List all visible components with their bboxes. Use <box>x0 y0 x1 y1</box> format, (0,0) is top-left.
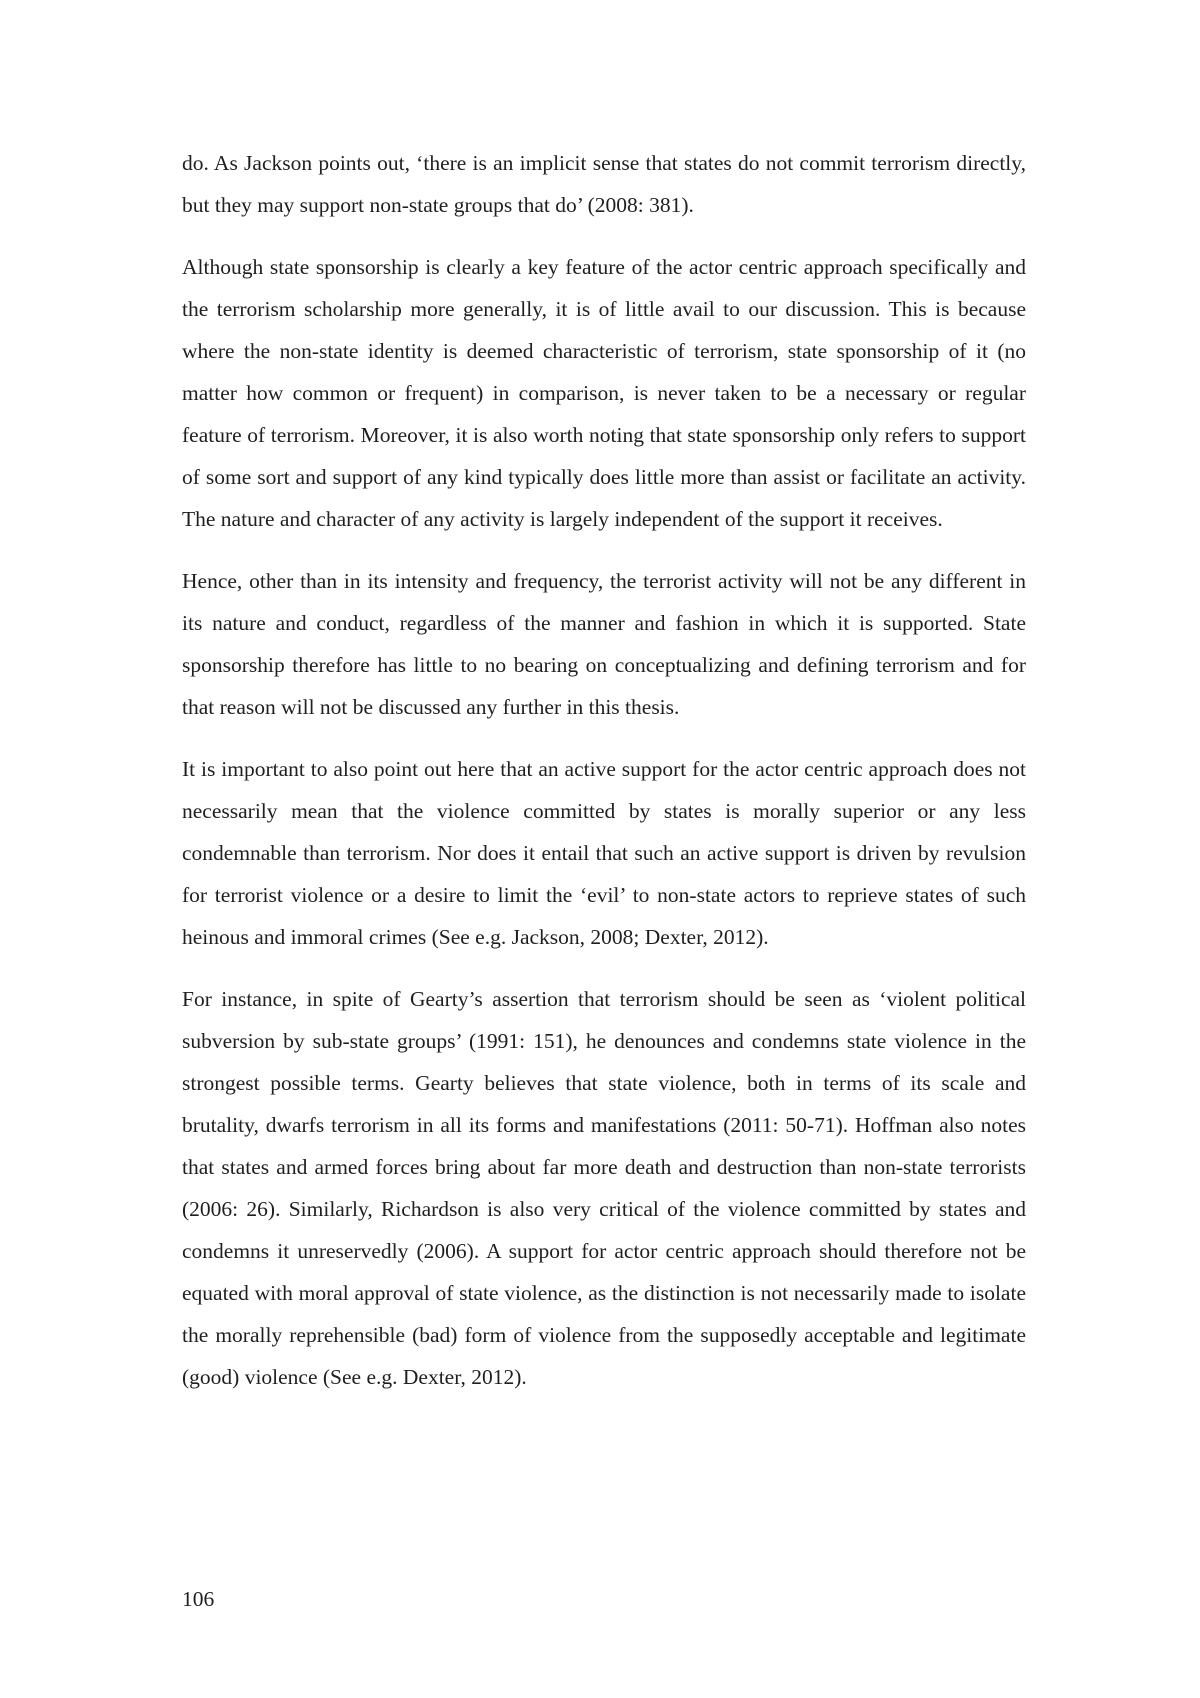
paragraph-3: Hence, other than in its intensity and frequency, the terrorist activity will not be any different in its nature and conduct, regardless of the manner and fashion in which it is supported. State sponsorship therefore has little to no bearing on conceptualizing and defining terrorism and for that reason will not be discussed any further in this thesis. <box>182 569 1026 719</box>
paragraph-2: Although state sponsorship is clearly a key feature of the actor centric approach specifically and the terrorism scholarship more generally, it is of little avail to our discussion. This is because where the non-state identity is deemed characteristic of terrorism, state sponsorship of it (no matter how common or frequent) in comparison, is never taken to be a necessary or regular feature of terrorism. Moreover, it is also worth noting that state sponsorship only refers to support of some sort and support of any kind typically does little more than assist or facilitate an activity. The nature and character of any activity is largely independent of the support it receives. <box>182 255 1026 531</box>
paragraph-5: For instance, in spite of Gearty’s assertion that terrorism should be seen as ‘violent political subversion by sub-state groups’ (1991: 151), he denounces and condemns state violence in the strongest possible terms. Gearty believes that state violence, both in terms of its scale and brutality, dwarfs terrorism in all its forms and manifestations (2011: 50-71). Hoffman also notes that states and armed forces bring about far more death and destruction than non-state terrorists (2006: 26). Similarly, Richardson is also very critical of the violence committed by states and condemns it unreservedly (2006). A support for actor centric approach should therefore not be equated with moral approval of state violence, as the distinction is not necessarily made to isolate the morally reprehensible (bad) form of violence from the supposedly acceptable and legitimate (good) violence (See e.g. Dexter, 2012). <box>182 987 1026 1389</box>
body-text <box>182 142 1026 1418</box>
paragraph-1: do. As Jackson points out, ‘there is an implicit sense that states do not commit terrorism directly, but they may support non-state groups that do’ (2008: 381). <box>182 151 1026 217</box>
paragraph-4: It is important to also point out here that an active support for the actor centric approach does not necessarily mean that the violence committed by states is morally superior or any less condemnable than terrorism. Nor does it entail that such an active support is driven by revulsion for terrorist violence or a desire to limit the ‘evil’ to non-state actors to reprieve states of such heinous and immoral crimes (See e.g. Jackson, 2008; Dexter, 2012). <box>182 757 1026 949</box>
page-number: 106 <box>182 1587 215 1611</box>
